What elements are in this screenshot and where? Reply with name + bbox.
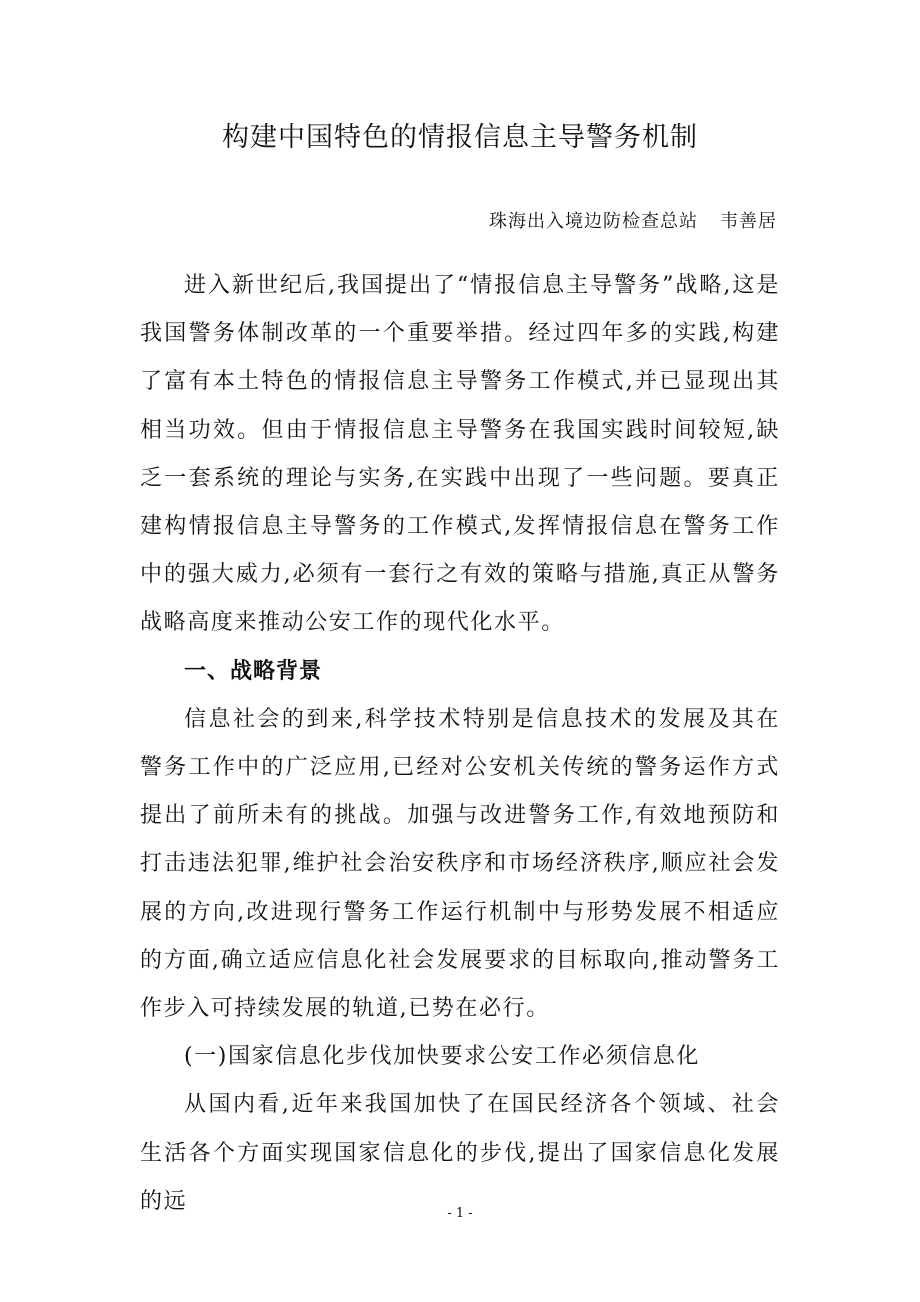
- document-title: 构建中国特色的情报信息主导警务机制: [222, 122, 698, 153]
- author-affiliation: 珠海出入境边防检查总站: [489, 211, 698, 232]
- document-body: [140, 262, 780, 1226]
- author-line: [489, 207, 777, 233]
- intro-paragraph: 进入新世纪后,我国提出了“情报信息主导警务”战略,这是我国警务体制改革的一个重要举措。经过四年多的实践,构建了富有本土特色的情报信息主导警务工作模式,并已显现出其相当功效。但由于情报信息主导警务在我国实践时间较短,缺乏一套系统的理论与实务,在实践中出现了一些问题。要真正建构情报信息主导警务的工作模式,发挥情报信息在警务工作中的强大威力,必须有一套行之有效的策略与措施,真正从警务战略高度来推动公安工作的现代化水平。: [140, 273, 780, 636]
- page-number: - 1 -: [447, 1206, 473, 1221]
- subsection1-paragraph: 从国内看,近年来我国加快了在国民经济各个领域、社会生活各个方面实现国家信息化的步伐,提出了国家信息化发展的远: [140, 1092, 780, 1214]
- subsection-heading-informatization: (一)国家信息化步伐加快要求公安工作必须信息化: [184, 1044, 700, 1070]
- section-heading-strategy-background: 一、战略背景: [184, 658, 323, 684]
- author-name: 韦善居: [720, 211, 777, 232]
- section1-paragraph: 信息社会的到来,科学技术特别是信息技术的发展及其在警务工作中的广泛应用,已经对公安机关传统的警务运作方式提出了前所未有的挑战。加强与改进警务工作,有效地预防和打击违法犯罪,维护社会治安秩序和市场经济秩序,顺应社会发展的方向,改进现行警务工作运行机制中与形势发展不相适应的方面,确立适应信息化社会发展要求的目标取向,推动警务工作步入可持续发展的轨道,已势在必行。: [140, 706, 780, 1022]
